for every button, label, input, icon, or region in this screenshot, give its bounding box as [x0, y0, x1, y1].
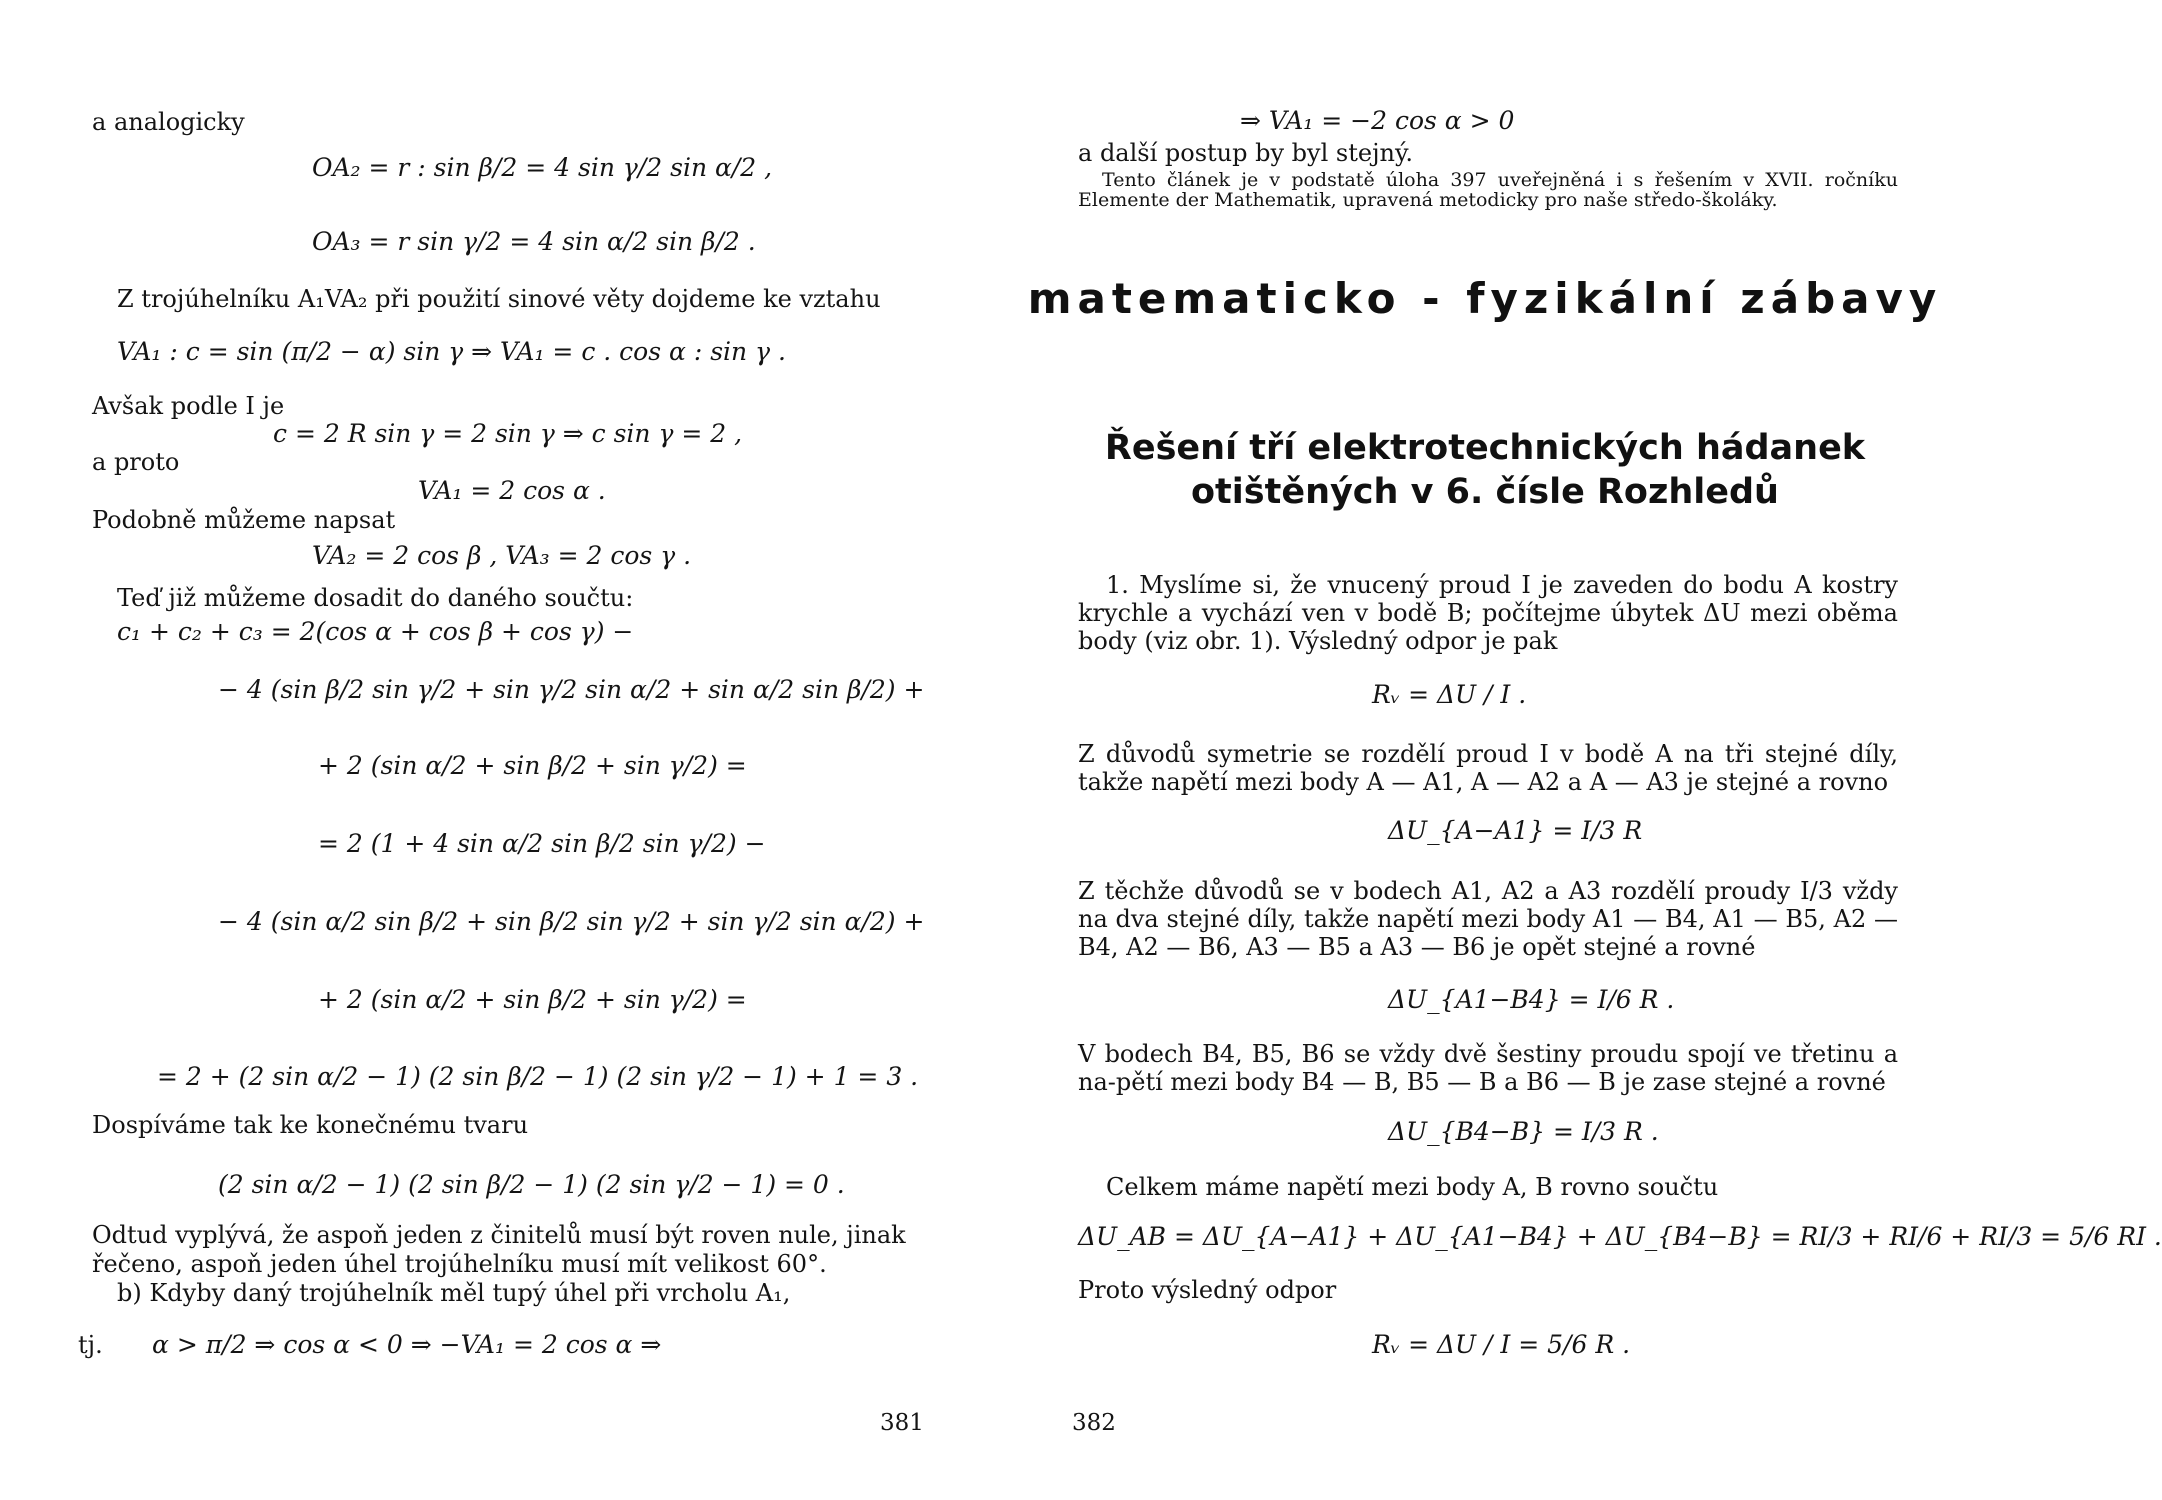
page-number-381: 381: [880, 1410, 924, 1436]
paragraph-resistance: Proto výsledný odpor: [1078, 1276, 1337, 1304]
paragraph-similarly: Podobně můžeme napsat: [92, 506, 396, 534]
article-title-line-2: otištěných v 6. čísle Rozhledů: [1191, 472, 1779, 512]
left-page: [0, 0, 990, 1500]
page-number-382: 382: [1072, 1410, 1116, 1436]
paragraph-note: Tento článek je v podstatě úloha 397 uveřejněná i s řešením v XVII. ročníku Elemente der Mathematik, upravená metodicky pro naše středo-školáky.: [1078, 169, 1898, 211]
equation-oa3: OA₃ = r sin γ/2 = 4 sin α/2 sin β/2 .: [312, 227, 756, 256]
equation-va2-va3: VA₂ = 2 cos β , VA₃ = 2 cos γ .: [312, 541, 692, 570]
paragraph-1: 1. Myslíme si, že vnucený proud I je zaveden do bodu A kostry krychle a vychází ven v bodě B; počítejme úbytek ΔU mezi oběma body (viz obr. 1). Výsledný odpor je pak: [1078, 571, 1898, 655]
paragraph-conclusion-1: Odtud vyplývá, že aspoň jeden z činitelů musí být roven nule, jinak: [92, 1221, 906, 1249]
paragraph-triangle: Z trojúhelníku A₁VA₂ při použití sinové věty dojdeme ke vztahu: [117, 285, 881, 313]
equation-tj: α > π/2 ⇒ cos α < 0 ⇒ −VA₁ = 2 cos α ⇒: [152, 1330, 662, 1359]
paragraph-next: a další postup by byl stejný.: [1078, 139, 1413, 167]
paragraph-conclusion-2: řečeno, aspoň jeden úhel trojúhelníku musí mít velikost 60°.: [92, 1250, 827, 1278]
equation-va1-result: VA₁ = 2 cos α .: [418, 476, 606, 505]
equation-oa2: OA₂ = r : sin β/2 = 4 sin γ/2 sin α/2 ,: [312, 153, 773, 182]
sum-line-6: + 2 (sin α/2 + sin β/2 + sin γ/2) =: [318, 985, 747, 1014]
article-title-line-1: Řešení tří elektrotechnických hádanek: [1104, 428, 1866, 468]
sum-line-4: = 2 (1 + 4 sin α/2 sin β/2 sin γ/2) −: [318, 829, 766, 858]
equation-rv: Rᵥ = ΔU / I .: [1372, 680, 1527, 709]
paragraph-however: Avšak podle I je: [92, 392, 285, 420]
paragraph-same-reasons: Z těchže důvodů se v bodech A1, A2 a A3 rozdělí proudy I/3 vždy na dva stejné díly, takže napětí mezi body A1 — B4, A1 — B5, A2 — B4, A2 — B6, A3 — B5 a A3 — B6 je opět stejné a rovné: [1078, 877, 1898, 961]
paragraph-symmetry: Z důvodů symetrie se rozdělí proud I v bodě A na tři stejné díly, takže napětí mezi body A — A1, A — A2 a A — A3 je stejné a rovno: [1078, 740, 1898, 796]
paragraph-points-b: V bodech B4, B5, B6 se vždy dvě šestiny proudu spojí ve třetinu a na-pětí mezi body B4 — B, B5 — B a B6 — B je zase stejné a rovné: [1078, 1040, 1898, 1096]
equation-c: c = 2 R sin γ = 2 sin γ ⇒ c sin γ = 2 ,: [273, 419, 743, 448]
equation-va1: VA₁ : c = sin (π/2 − α) sin γ ⇒ VA₁ = c . cos α : sin γ .: [117, 337, 786, 366]
sum-line-2: − 4 (sin β/2 sin γ/2 + sin γ/2 sin α/2 + sin α/2 sin β/2) +: [218, 675, 925, 704]
paragraph-therefore: a proto: [92, 448, 180, 476]
paragraph-substitute: Teď již můžeme dosadit do daného součtu:: [117, 584, 634, 612]
equation-rv-final: Rᵥ = ΔU / I = 5/6 R .: [1372, 1330, 1631, 1359]
equation-top: ⇒ VA₁ = −2 cos α > 0: [1240, 106, 1515, 135]
equation-du-a-a1: ΔU_{A−A1} = I/3 R: [1388, 816, 1643, 845]
equation-du-b4-b: ΔU_{B4−B} = I/3 R .: [1388, 1117, 1659, 1146]
section-heading: matematicko - fyzikální zábavy: [1027, 274, 1943, 323]
intro-text: a analogicky: [92, 108, 245, 136]
right-page: [990, 0, 2162, 1500]
sum-line-7: = 2 + (2 sin α/2 − 1) (2 sin β/2 − 1) (2 sin γ/2 − 1) + 1 = 3 .: [157, 1062, 919, 1091]
paragraph-part-b: b) Kdyby daný trojúhelník měl tupý úhel při vrcholu A₁,: [117, 1279, 791, 1307]
label-tj: tj.: [78, 1331, 103, 1359]
sum-line-1: c₁ + c₂ + c₃ = 2(cos α + cos β + cos γ) −: [117, 617, 634, 646]
sum-line-3: + 2 (sin α/2 + sin β/2 + sin γ/2) =: [318, 751, 747, 780]
paragraph-total: Celkem máme napětí mezi body A, B rovno součtu: [1106, 1173, 1719, 1201]
equation-du-ab: ΔU_AB = ΔU_{A−A1} + ΔU_{A1−B4} + ΔU_{B4−B} = RI/3 + RI/6 + RI/3 = 5/6 RI .: [1078, 1222, 2162, 1251]
equation-du-a1-b4: ΔU_{A1−B4} = I/6 R .: [1388, 985, 1675, 1014]
sum-line-5: − 4 (sin α/2 sin β/2 + sin β/2 sin γ/2 + sin γ/2 sin α/2) +: [218, 907, 925, 936]
paragraph-final-form: Dospíváme tak ke konečnému tvaru: [92, 1111, 529, 1139]
equation-final: (2 sin α/2 − 1) (2 sin β/2 − 1) (2 sin γ/2 − 1) = 0 .: [218, 1170, 845, 1199]
